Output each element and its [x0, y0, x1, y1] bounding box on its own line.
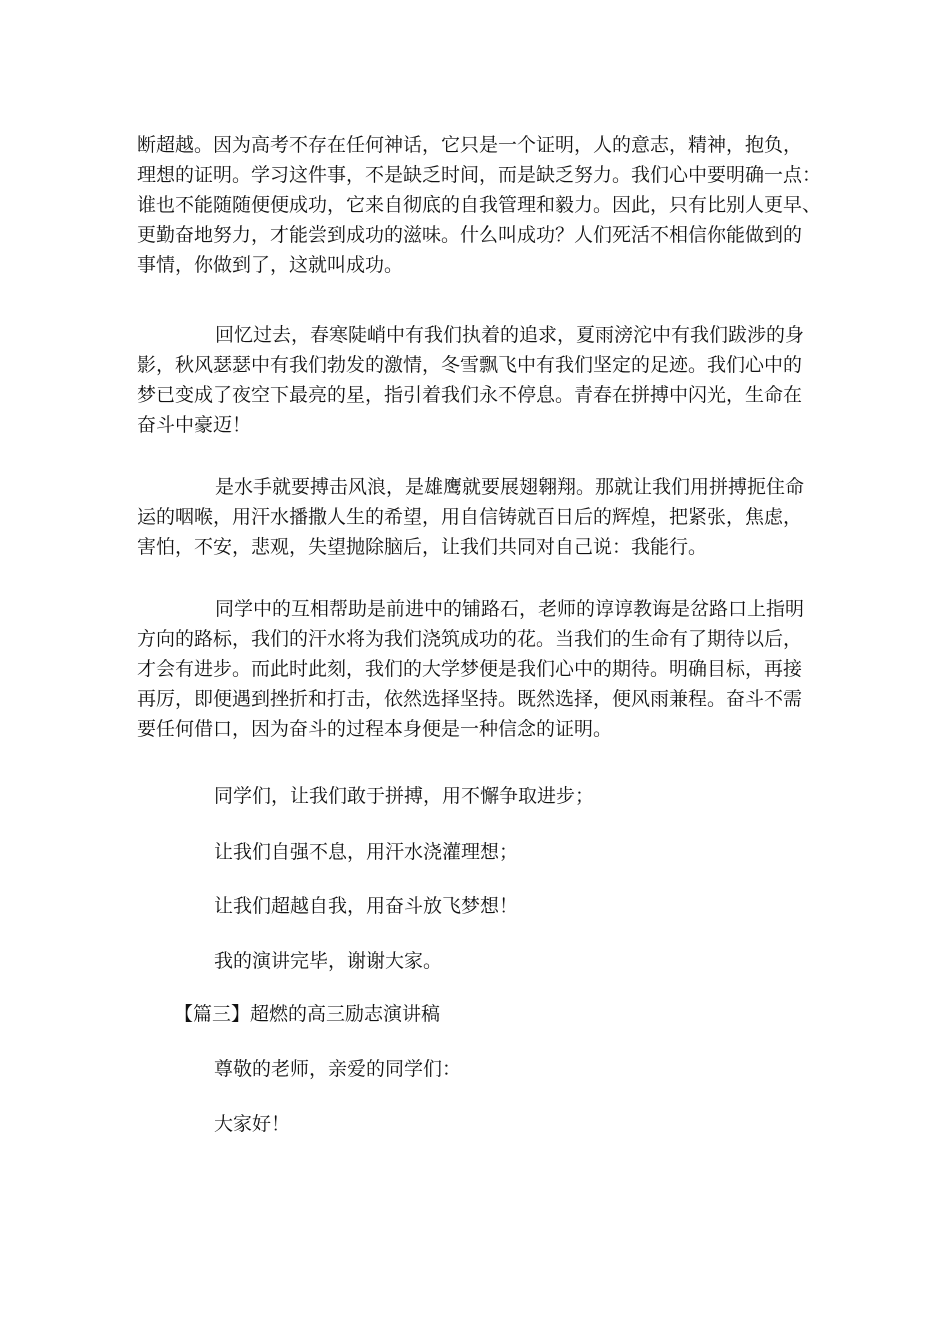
text-line: 理想的证明。学习这件事，不是缺乏时间，而是缺乏努力。我们心中要明确一点： — [137, 164, 822, 186]
greeting: 尊敬的老师，亲爱的同学们： — [214, 1058, 462, 1080]
text-line: 方向的路标，我们的汗水将为我们浇筑成功的花。当我们的生命有了期待以后， — [137, 628, 803, 650]
text-line: 影，秋风瑟瑟中有我们勃发的激情，冬雪飘飞中有我们坚定的足迹。我们心中的 — [137, 354, 803, 376]
text-line: 要任何借口，因为奋斗的过程本身便是一种信念的证明。 — [137, 718, 613, 740]
text-line: 是水手就要搏击风浪，是雄鹰就要展翅翱翔。那就让我们用拼搏扼住命 — [215, 476, 805, 498]
text-line: 害怕，不安，悲观，失望抛除脑后，让我们共同对自己说：我能行。 — [137, 536, 708, 558]
paragraph-1 — [137, 130, 822, 280]
text-line: 回忆过去，春寒陡峭中有我们执着的追求，夏雨滂沱中有我们跋涉的身 — [215, 324, 805, 346]
text-line: 同学中的互相帮助是前进中的铺路石，老师的谆谆教诲是岔路口上指明 — [215, 598, 805, 620]
text-line: 运的咽喉，用汗水播撒人生的希望，用自信铸就百日后的辉煌，把紧张，焦虑， — [137, 506, 803, 528]
text-line: 更勤奋地努力，才能尝到成功的滋味。什么叫成功？人们死活不相信你能做到的 — [137, 224, 803, 246]
text-line: 断超越。因为高考不存在任何神话，它只是一个证明，人的意志，精神，抱负， — [137, 134, 803, 156]
closing-line-3: 让我们超越自我，用奋斗放飞梦想！ — [214, 895, 519, 917]
text-line: 再厉，即便遇到挫折和打击，依然选择坚持。既然选择，便风雨兼程。奋斗不需 — [137, 688, 803, 710]
paragraph-4 — [137, 594, 817, 744]
text-line: 奋斗中豪迈！ — [137, 414, 252, 436]
section-heading: 【篇三】超燃的高三励志演讲稿 — [174, 1003, 441, 1025]
text-line: 事情，你做到了，这就叫成功。 — [137, 254, 404, 276]
closing-line-2: 让我们自强不息，用汗水浇灌理想； — [214, 841, 519, 863]
paragraph-3 — [137, 472, 817, 562]
text-line: 梦已变成了夜空下最亮的星，指引着我们永不停息。青春在拼搏中闪光，生命在 — [137, 384, 803, 406]
text-line: 谁也不能随随便便成功，它来自彻底的自我管理和毅力。因此，只有比别人更早、 — [137, 194, 822, 216]
paragraph-2 — [137, 320, 817, 440]
salutation: 大家好！ — [214, 1113, 291, 1135]
text-line: 才会有进步。而此时此刻，我们的大学梦便是我们心中的期待。明确目标，再接 — [137, 658, 803, 680]
closing-line-4: 我的演讲完毕，谢谢大家。 — [214, 950, 443, 972]
closing-line-1: 同学们，让我们敢于拼搏，用不懈争取进步； — [214, 785, 595, 807]
